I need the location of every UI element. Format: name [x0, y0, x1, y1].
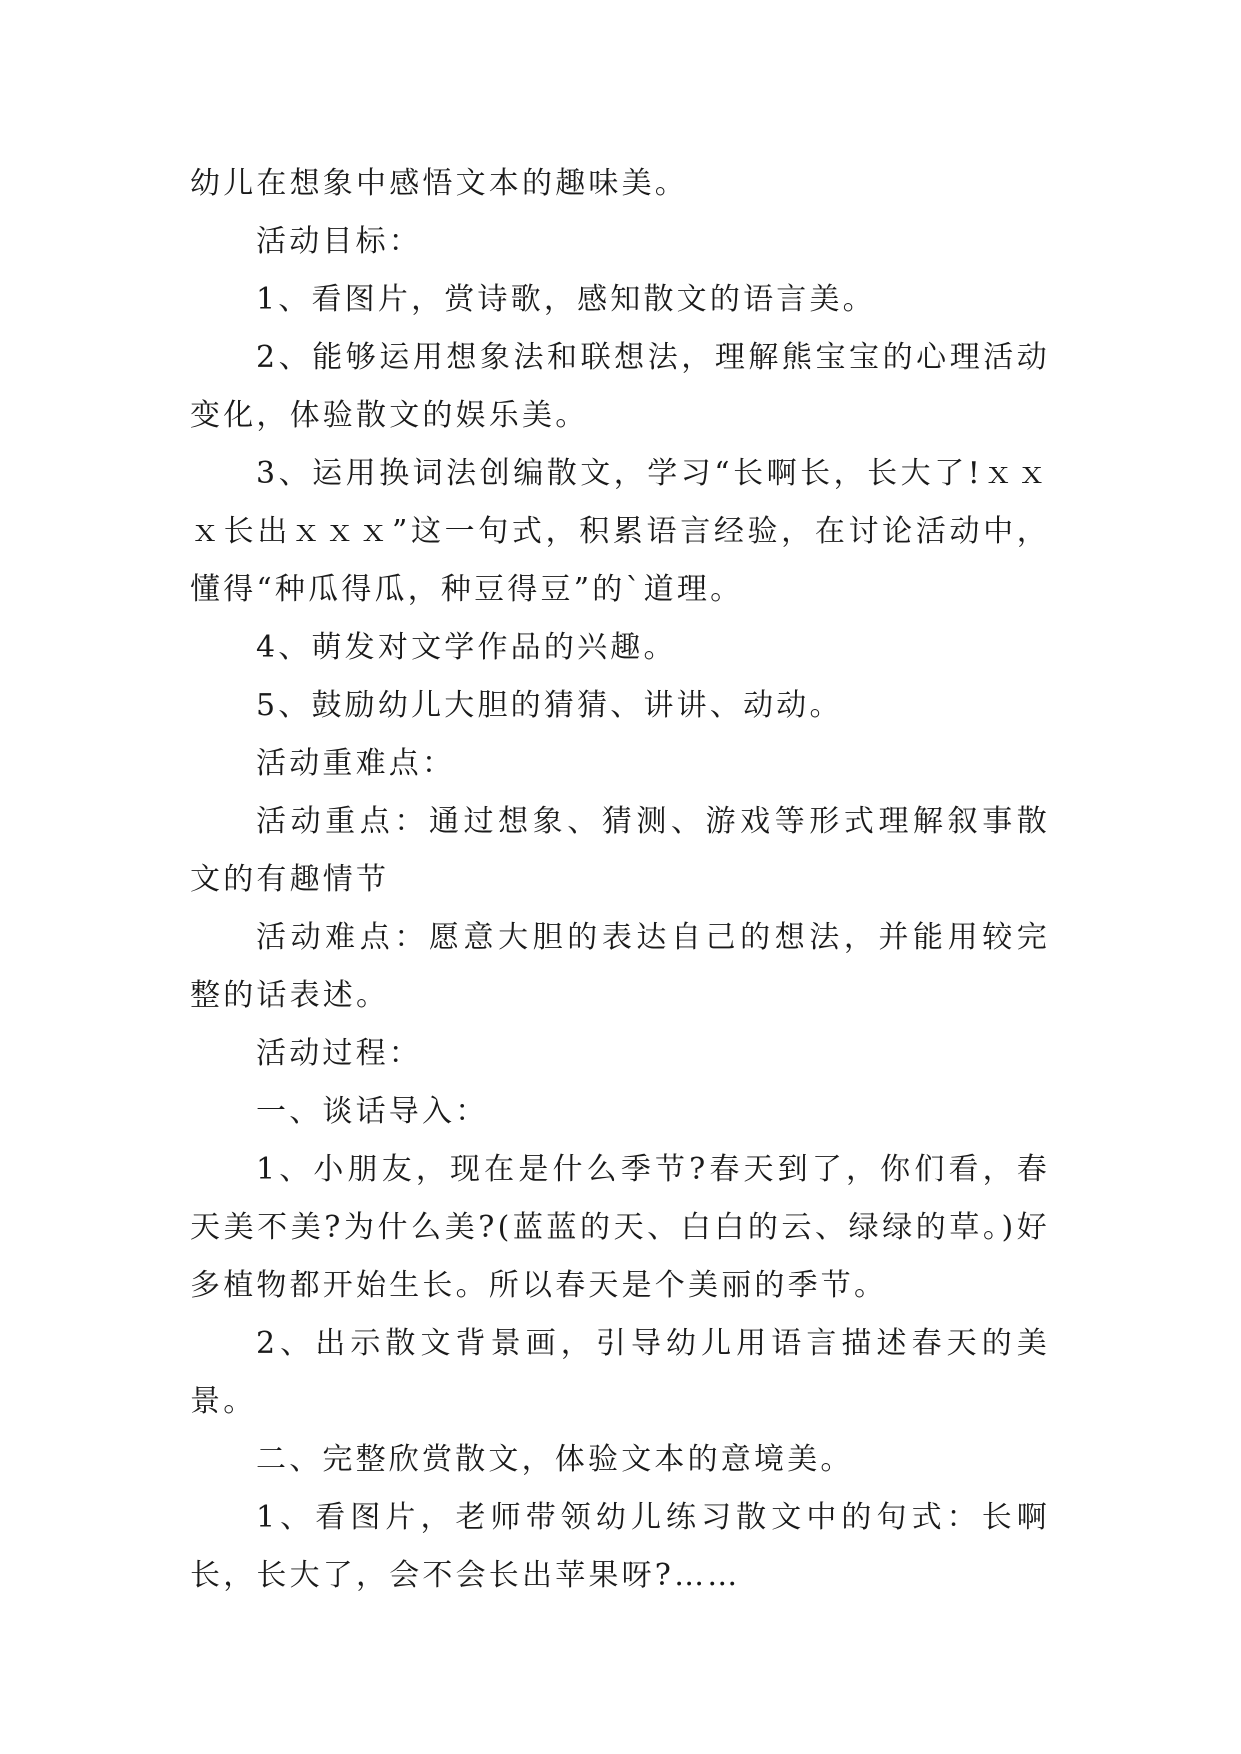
paragraph: 幼儿在想象中感悟文本的趣味美。 — [190, 166, 688, 201]
list-item: 4、萌发对文学作品的兴趣。 — [256, 630, 677, 665]
list-item: 2、能够运用想象法和联想法，理解熊宝宝的心理活动变化，体验散文的娱乐美。 — [190, 340, 1050, 433]
list-item: 1、看图片，赏诗歌，感知散文的语言美。 — [256, 282, 876, 317]
document-body — [190, 155, 1050, 1605]
list-item: 1、看图片，老师带领幼儿练习散文中的句式：长啊长，长大了，会不会长出苹果呀?…… — [190, 1500, 1050, 1593]
section-heading-goals: 活动目标： — [256, 224, 422, 259]
paragraph: 活动难点：愿意大胆的表达自己的想法，并能用较完整的话表述。 — [190, 920, 1050, 1013]
list-item: 1、小朋友，现在是什么季节?春天到了，你们看，春天美不美?为什么美?(蓝蓝的天、白白的云、绿绿的草。)好多植物都开始生长。所以春天是个美丽的季节。 — [190, 1152, 1050, 1303]
section-heading-process: 活动过程： — [256, 1036, 422, 1071]
subsection-heading: 一、谈话导入： — [256, 1094, 489, 1129]
subsection-heading: 二、完整欣赏散文，体验文本的意境美。 — [256, 1442, 854, 1477]
section-heading-key-points: 活动重难点： — [256, 746, 456, 781]
paragraph: 活动重点：通过想象、猜测、游戏等形式理解叙事散文的有趣情节 — [190, 804, 1050, 897]
list-item: 3、运用换词法创编散文，学习“长啊长，长大了!ｘｘｘ长出ｘｘｘ”这一句式，积累语言经验，在讨论活动中，懂得“种瓜得瓜，种豆得豆”的`道理。 — [190, 456, 1050, 607]
list-item: 2、出示散文背景画，引导幼儿用语言描述春天的美景。 — [190, 1326, 1050, 1419]
list-item: 5、鼓励幼儿大胆的猜猜、讲讲、动动。 — [256, 688, 843, 723]
